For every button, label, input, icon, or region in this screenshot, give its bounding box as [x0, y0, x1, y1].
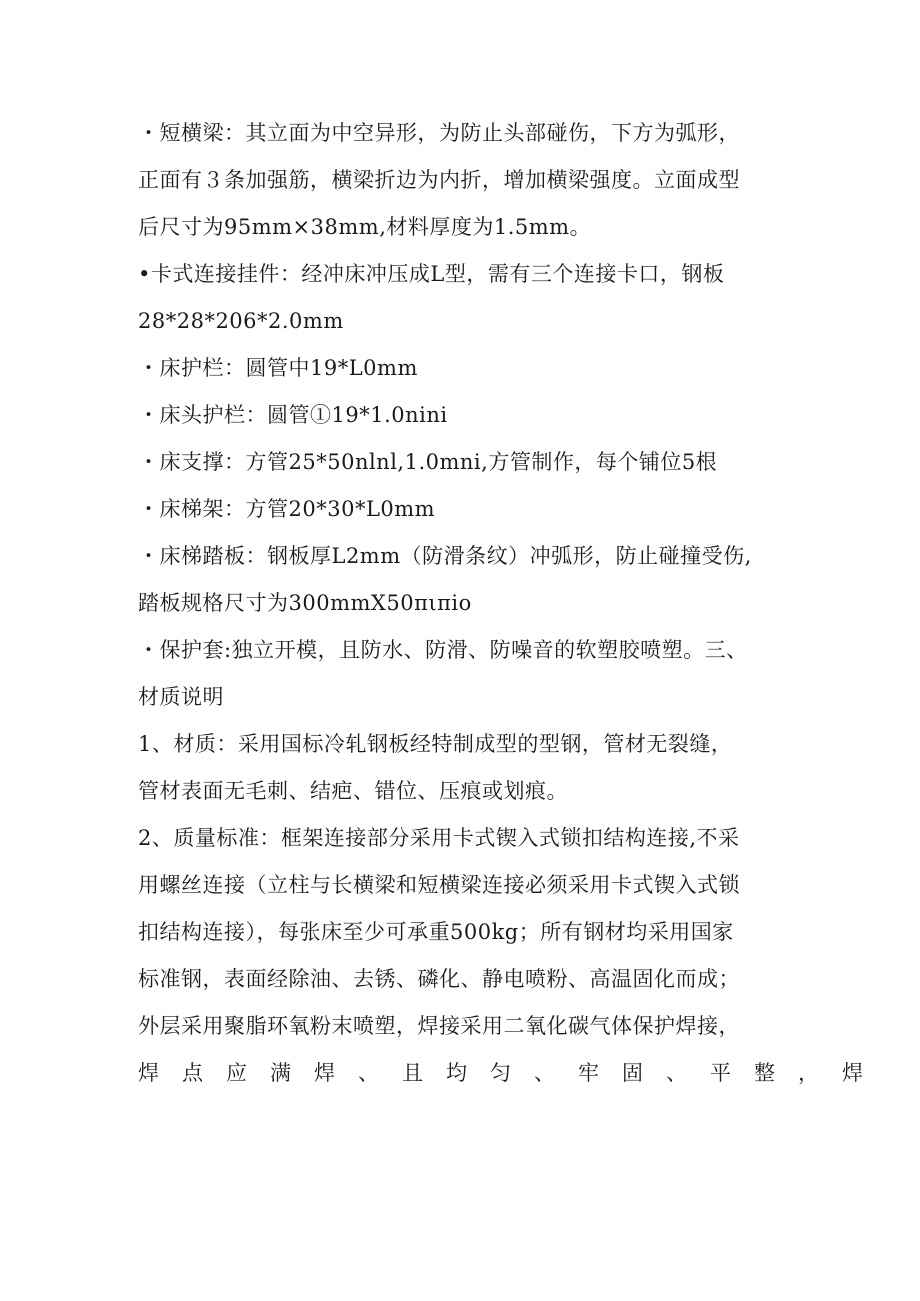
text-line: ・床梯架：方管20*30*L0mm	[138, 497, 436, 521]
section-heading-line: 材质说明	[138, 685, 224, 709]
text-line: 用螺丝连接（立柱与长横梁和短横梁连接必须采用卡式锲入式锁	[138, 873, 740, 897]
text-line-justified: 焊点应满焊、且均匀、牢固、平整，焊	[138, 1061, 886, 1085]
text-line: 管材表面无毛刺、结疤、错位、压痕或划痕。	[138, 779, 568, 803]
document-body	[138, 110, 886, 1097]
text-line: 外层采用聚脂环氧粉末喷塑，焊接采用二氧化碳气体保护焊接，	[138, 1014, 740, 1038]
text-line: ・短横梁：其立面为中空异形，为防止头部碰伤，下方为弧形，	[138, 121, 740, 145]
text-line: •卡式连接挂件：经冲床冲压成L型，需有三个连接卡口，钢板	[138, 262, 725, 286]
text-line: ・床护栏：圆管中19*L0mm	[138, 356, 418, 380]
text-line: 踏板规格尺寸为300mmX50πιπio	[138, 591, 472, 615]
text-line: 标准钢，表面经除油、去锈、磷化、静电喷粉、高温固化而成；	[138, 967, 740, 991]
text-line: ・保护套:独立开模，且防水、防滑、防噪音的软塑胶喷塑。三、	[138, 638, 748, 662]
text-line: 1、材质：采用国标冷轧钢板经特制成型的型钢，管材无裂缝，	[138, 732, 733, 756]
text-line: 扣结构连接），每张床至少可承重500kg；所有钢材均采用国家	[138, 920, 734, 944]
text-line: 2、质量标准：框架连接部分采用卡式锲入式锁扣结构连接,不采	[138, 826, 740, 850]
text-line: ・床支撑：方管25*50nlnl,1.0mni,方管制作，每个铺位5根	[138, 450, 718, 474]
text-line: ・床梯踏板：钢板厚L2mm（防滑条纹）冲弧形，防止碰撞受伤,	[138, 544, 752, 568]
text-line: 28*28*206*2.0mm	[138, 309, 344, 333]
text-line: 正面有３条加强筋，横梁折边为内折，增加横梁强度。立面成型	[138, 168, 740, 192]
text-line: ・床头护栏：圆管①19*1.0nini	[138, 403, 448, 427]
text-line: 后尺寸为95mm×38mm,材料厚度为1.5mm。	[138, 215, 592, 239]
